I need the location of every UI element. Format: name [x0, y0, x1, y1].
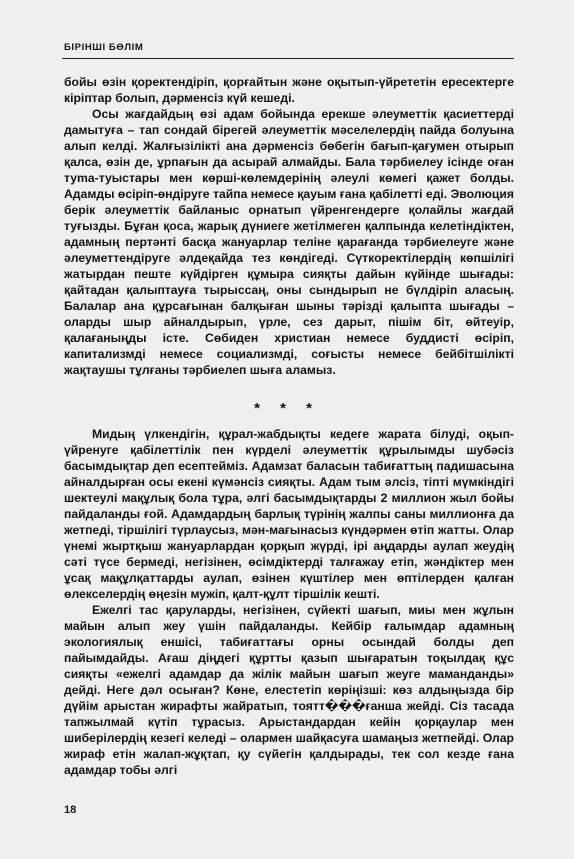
section-2 — [64, 426, 514, 778]
paragraph: Осы жағдайдың өзі адам бойында ерекше әлеуметтік қасиеттерді дамытуға – тап сондай бірегей әлеуметтік мәселелердің пайда болуына алып келді. Жалғызілікті ана дәрменсіз бөбегін бағып-қағумен отырып қалса, өзін де, ұрпағын да асырай алмайды. Бала тәрбиелеу ісінде оған туma-туыстары мен көрші-көлемдерінің әлеулі көмегі қажет болды. Адамды өсіріп-өндіруге тайпа немесе қауым ғана қабілетті еді. Эволюция берік әлеуметтік байланыс орнатып үйренгендерге қолайлы жағдай туғызды. Бұған қоса, жарық дүниеге жетілмеген қалпында келетіндіктен, адамның пертәнті басқа жануарлар теліне қарағанда тәрбиелеуге және әлеуметтендіруге әлдеқайда тез көндігеді. Сүткоректілердің көпшілігі жатырдан пеште күйдірген құмыра сияқты дайын күйінде шығады: қайтадан қалыптауға тырыссаң, оны сындырып не бүлдіріп аласың. Балалар ана құрсағынан балқыған шыны тәрізді қалыпта шығады – оларды шыр айналдырып, үрле, сез дарыт, пішім біт, өйтеуір, қалағаныңды істе. Сөбиден христиан немесе буддисті өсіріп, капитализмді немесе социализмді, соғысты немесе бейбітшілікті жақтаушы тұлғаны тәрбиелеп шыға аламыз. — [64, 107, 514, 377]
paragraph: Мидың үлкендігін, құрал-жабдықты кедеге жарата білуді, оқып-үйренуге қабілеттілік пен күрделі әлеуметтік құрылымды шубәсіз басымдықтар деп есептейміз. Адамзат баласын табиғаттың падишасына айналдырған осы екені күмәнсіз сияқты. Адам тым әлсіз, тіпті мүмкіндігі шектеулі мақұлық бола тұра, әлгі басымдықтарды 2 миллион жыл бойы пайдаланды ғой. Адамдардың барлық түрінің жалпы саны миллионға да жетпеді, тіршілігі түрлаусыз, мән-мағынасыз күндәрмен өтіп жатты. Олар үнемі жыртқыш жануарлардан қорқып жүрді, ірі аңдарды аулап жеудің сәті түсе бермеді, негізінен, өсімдіктерді талғажау етіп, жәндіктер мен ұсақ мақұлқаттарды аулап, өзінен күштілер мен өптілерден қалған өлекселердің өңезін мужіп, қалт-құлт тіршілік кешті. — [64, 427, 514, 601]
running-header: БІРІНШІ БӨЛІМ — [64, 42, 144, 53]
header-rule — [62, 58, 514, 59]
paragraph-continued: бойы өзін қоректендіріп, қорғайтын және оқытып-үйрететін ересектерге кіріптар болып, дәрменсіз күй кешеді. — [64, 75, 514, 105]
page-number: 18 — [64, 804, 77, 816]
section-separator: * * * — [254, 400, 320, 417]
section-1 — [64, 74, 514, 378]
paragraph: Ежелгі тас қаруларды, негізінен, сүйекті шағып, миы мен жұлын майын алып жеу үшін пайдаланды. Кейбір ғалымдар адамның экологиялық еншісі, табиғаттағы орны осындай болды деп пайымдайды. Ағаш діңдегі құртты қазып шығаратын тоқылдақ құс сияқты «ежелгі адамдар да жілік майын шағып жеуге маманданды» дейді. Неге дәл осыған? Көне, елестетіп көріңізші: көз алдыңызда бір дүйім арыстан жирафты жайратып, тоятт���ғанша жейді. Сіз тасада тапжылмай күтіп тұрасыз. Арыстандардан кейін қорқаулар мен шиберілердің кезегі келеді – олармен шайқасуға шамаңыз жетпейді. Олар жираф етін жалап-жұқтап, қу сүйегін қалдырады, тек сол кезде ғана адамдар тобы әлгі — [64, 603, 514, 777]
